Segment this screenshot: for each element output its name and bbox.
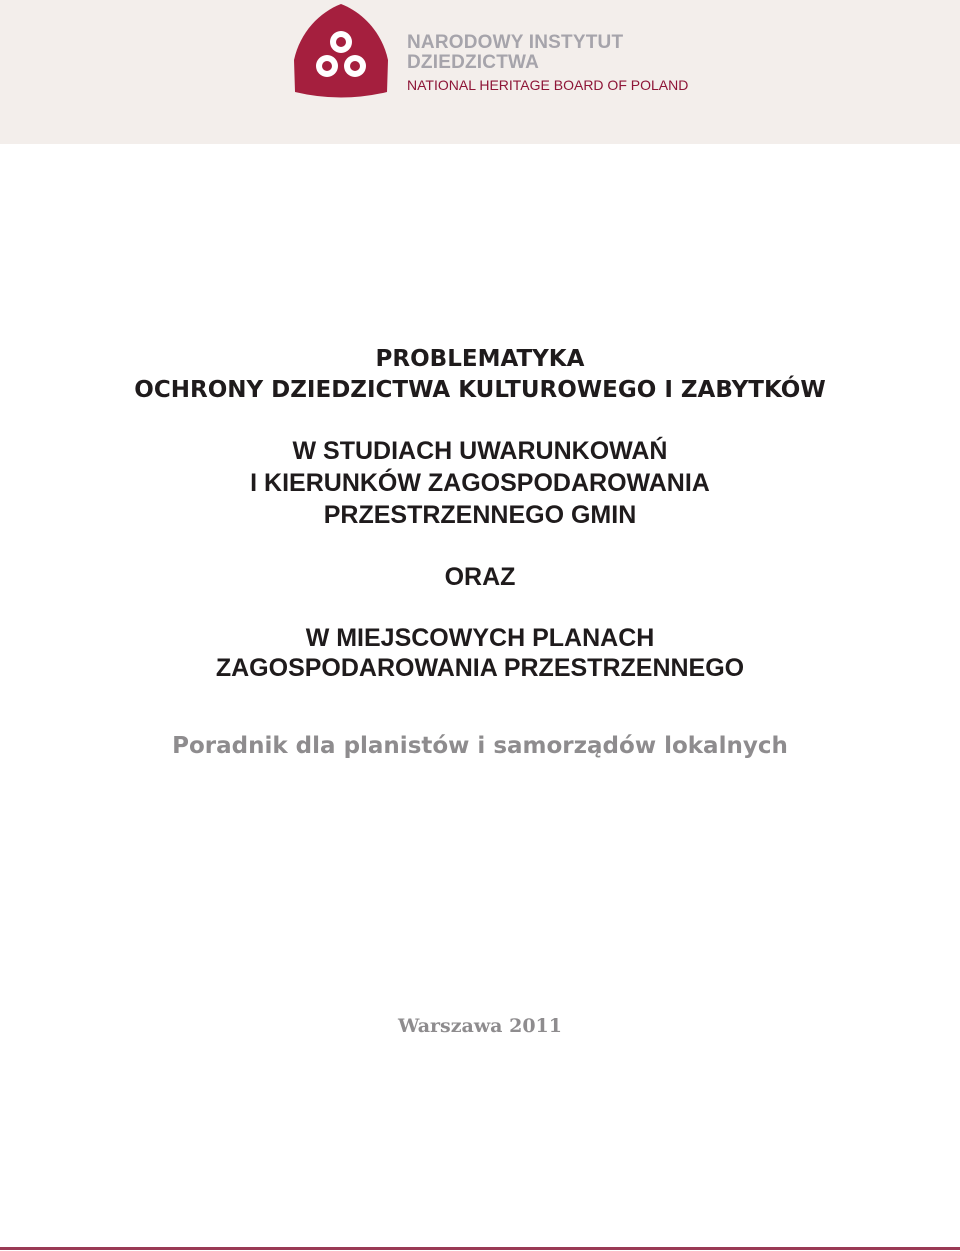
heritage-trefoil-logo-icon [290,2,392,98]
subtitle: Poradnik dla planistów i samorządów lokalnych [172,733,788,759]
org-name-pl-line1: NARODOWY INSTYTUT [407,32,624,53]
title-line-1: PROBLEMATYKA [375,346,585,372]
header-band [0,0,960,144]
title-line-2: OCHRONY DZIEDZICTWA KULTUROWEGO I ZABYTKÓW [134,377,826,403]
org-name-pl-line2: DZIEDZICTWA [407,52,540,73]
title-line-6: ORAZ [444,563,516,591]
bottom-divider [0,1247,960,1250]
title-line-5: PRZESTRZENNEGO GMIN [323,501,637,529]
title-line-8: ZAGOSPODAROWANIA PRZESTRZENNEGO [215,654,745,682]
organization-name [407,33,688,92]
place-and-year: Warszawa 2011 [398,1015,562,1037]
org-name-en: NATIONAL HERITAGE BOARD OF POLAND [407,77,689,93]
title-line-4: I KIERUNKÓW ZAGOSPODAROWANIA [250,469,710,497]
title-line-3: W STUDIACH UWARUNKOWAŃ [292,437,668,465]
title-line-7: W MIEJSCOWYCH PLANACH [305,624,655,652]
